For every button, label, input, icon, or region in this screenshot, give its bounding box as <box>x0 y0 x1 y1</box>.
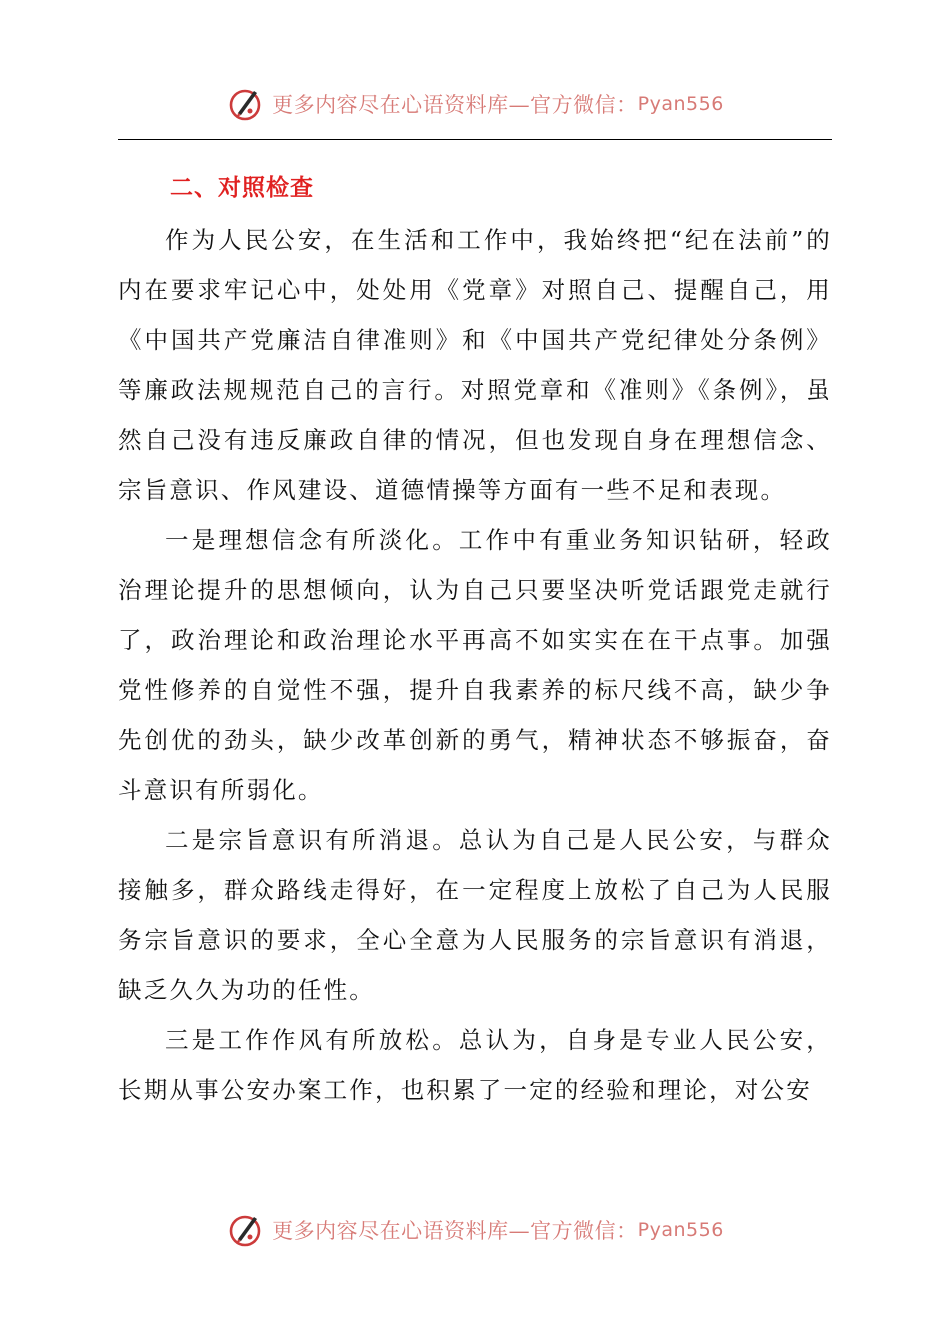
paragraph-work-style: 三是工作作风有所放松。总认为，自身是专业人民公安，长期从事公安办案工作，也积累了一定的经验和理论，对公安 <box>118 1026 832 1104</box>
pen-circle-logo-icon <box>226 1210 266 1250</box>
watermark-account: Pyan556 <box>637 1219 724 1241</box>
paragraph-purpose: 二是宗旨意识有所消退。总认为自己是人民公安，与群众接触多，群众路线走得好，在一定程度上放松了自己为人民服务宗旨意识的要求，全心全意为人民服务的宗旨意识有消退，缺乏久久为功的任性。 <box>118 826 832 1004</box>
document-body <box>118 215 832 1115</box>
pen-circle-logo-icon <box>226 84 266 124</box>
paragraph-ideals: 一是理想信念有所淡化。工作中有重业务知识钻研，轻政治理论提升的思想倾向，认为自己只要坚决听党话跟党走就行了，政治理论和政治理论水平再高不如实实在在干点事。加强党性修养的自觉性不强，提升自我素养的标尺线不高，缺少争先创优的劲头，缺少改革创新的勇气，精神状态不够振奋，奋斗意识有所弱化。 <box>118 526 832 804</box>
watermark-account: Pyan556 <box>637 93 724 115</box>
watermark-text: 更多内容尽在心语资料库—官方微信： <box>272 1219 638 1243</box>
section-heading: 二、对照检查 <box>170 175 314 201</box>
paragraph-intro: 作为人民公安，在生活和工作中，我始终把“纪在法前”的内在要求牢记心中，处处用《党章》对照自己、提醒自己，用《中国共产党廉洁自律准则》和《中国共产党纪律处分条例》等廉政法规规范自己的言行。对照党章和《准则》《条例》，虽然自己没有违反廉政自律的情况，但也发现自身在理想信念、宗旨意识、作风建设、道德情操等方面有一些不足和表现。 <box>118 226 832 504</box>
header-divider <box>118 139 832 140</box>
header-watermark <box>0 82 950 126</box>
watermark-text: 更多内容尽在心语资料库—官方微信： <box>272 93 638 117</box>
footer-watermark <box>0 1208 950 1252</box>
